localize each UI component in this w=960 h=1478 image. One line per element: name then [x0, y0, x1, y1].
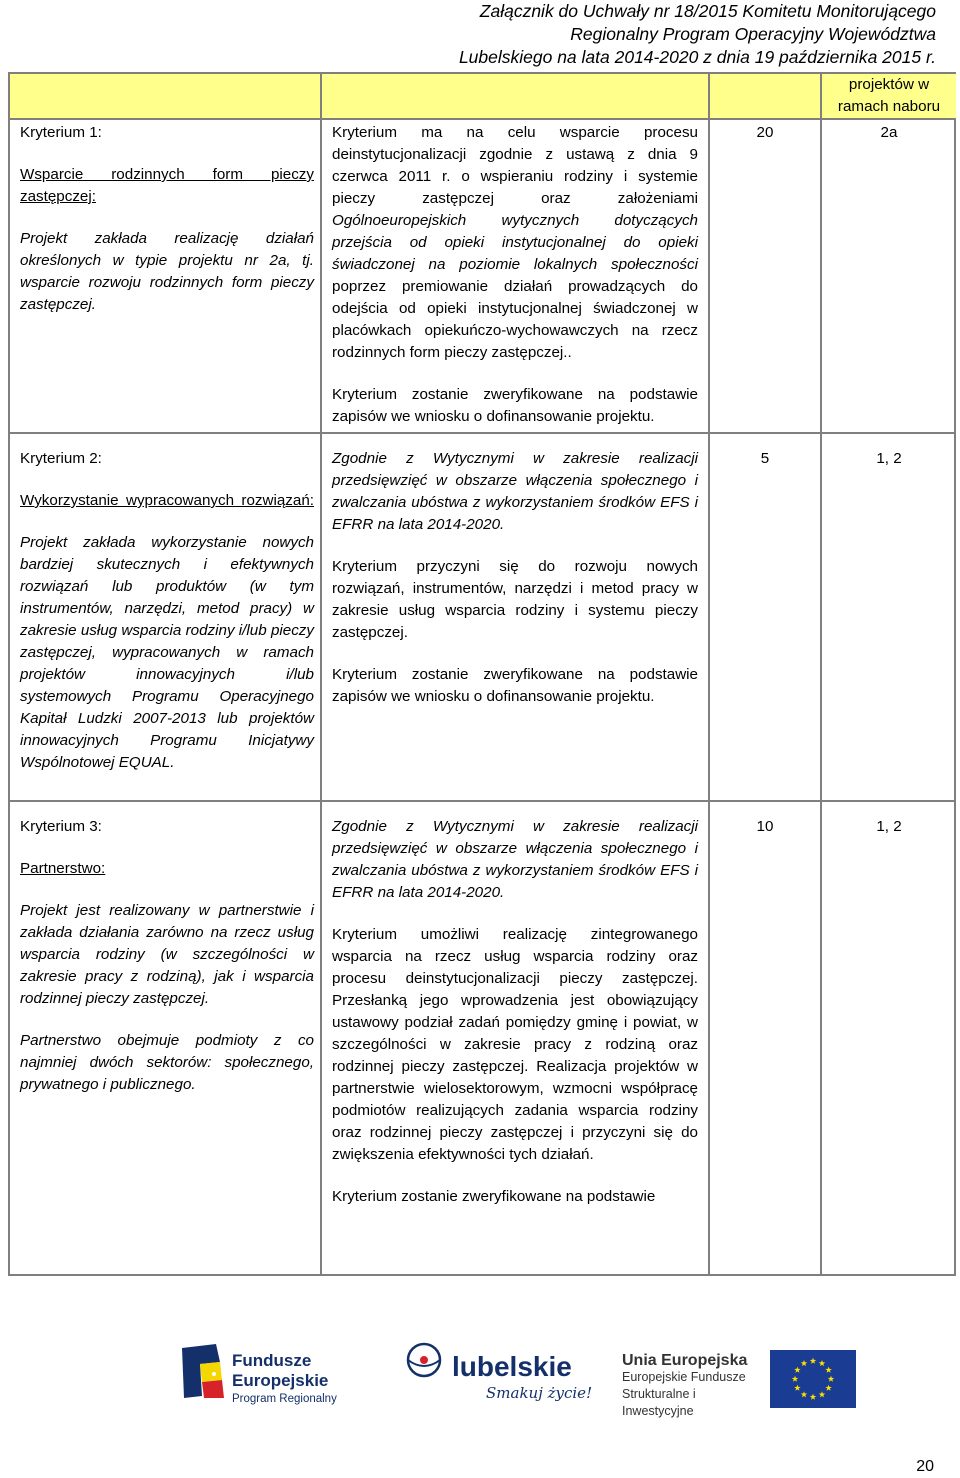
- row-divider: [8, 432, 956, 434]
- eu-logo-line-3: Strukturalne i Inwestycyjne: [622, 1387, 696, 1418]
- criterion-1-justification: [332, 122, 698, 428]
- header-line-2: Regionalny Program Operacyjny Województwa: [570, 24, 936, 44]
- criterion-1-points: 20: [756, 124, 774, 141]
- eu-logo-text: [622, 1352, 764, 1420]
- fe-logo-line-1: Fundusze: [232, 1351, 312, 1370]
- fundusze-europejskie-logo: [176, 1340, 346, 1416]
- column-divider: [820, 72, 822, 1276]
- criterion-3-justification: [332, 816, 698, 1208]
- criterion-3-verification: Kryterium zostanie zweryfikowane na podstawie: [332, 1188, 656, 1205]
- criterion-1-justification-text-c: poprzez premiowanie działań prowadzących do odejścia od opieki instytucjonalnej świadczonej w placówkach opiekuńczo-wychowawczych na rzecz rodzinnych form pieczy zastępczej..: [332, 278, 698, 361]
- criterion-3-title: Kryterium 3:: [20, 818, 102, 835]
- criterion-3-cell: [20, 816, 314, 1096]
- lubelskie-logo: [394, 1338, 593, 1416]
- header-cell-points: [710, 74, 820, 120]
- criterion-1-title: Kryterium 1:: [20, 124, 102, 141]
- criterion-1-justification-text-b: Ogólnoeuropejskich wytycznych dotyczących przejścia od opieki instytucjonalnej do opieki świadczonej na poziomie lokalnych społeczności: [332, 212, 698, 273]
- criterion-1-verification: Kryterium zostanie zweryfikowane na podstawie zapisów we wniosku o dofinansowanie projektu.: [332, 386, 698, 425]
- criterion-2-cell: [20, 448, 314, 774]
- criterion-2-impact: Kryterium przyczyni się do rozwoju nowych rozwiązań, instrumentów, narzędzi i metod pracy w zakresie usług wsparcia rodziny i systemu pieczy zastępczej.: [332, 558, 698, 641]
- criterion-3-subtitle: Partnerstwo:: [20, 860, 106, 877]
- document-header: [0, 0, 936, 69]
- row-divider: [8, 800, 956, 802]
- criterion-3-impact: Kryterium umożliwi realizację zintegrowanego wsparcia na rzecz usług wsparcia rodziny oraz procesu deinstytucjonalizacji pieczy zastępczej. Przesłanką jego wprowadzenia jest obowiązujący ustawowy podział zadań pomiędzy gminę i powiat, w szczególności w zakresie pracy z rodziną oraz rodzinnej pieczy zastępczej. Realizacja projektów w partnerstwie wielosektorowym, wzmocni współpracę podmiotów realizujących zadania wsparcia rodziny oraz rodzinnej pieczy zastępczej i przyczyni się do zwiększenia efektywności tych działań.: [332, 926, 698, 1163]
- criterion-2-title: Kryterium 2:: [20, 450, 102, 467]
- criterion-1-description: Projekt zakłada realizację działań określonych w typie projektu nr 2a, tj. wsparcie rozwoju rodzinnych form pieczy zastępczej.: [20, 230, 314, 313]
- criterion-1-justification-text-a: Kryterium ma na celu wsparcie procesu deinstytucjonalizacji zgodnie z ustawą z dnia 9 czerwca 2011 r. o wspieraniu rodziny i systemie pieczy zastępczej oraz założeniami: [332, 124, 698, 207]
- fe-logo-line-2: Europejskie: [232, 1371, 329, 1390]
- column-header-project-types: [822, 74, 956, 118]
- criterion-3-points: 10: [756, 818, 774, 835]
- header-line-3: Lubelskiego na lata 2014-2020 z dnia 19 października 2015 r.: [458, 47, 936, 67]
- criterion-2-project-types: 1, 2: [876, 450, 902, 467]
- row-divider: [8, 118, 956, 120]
- lubelskie-name: lubelskie: [452, 1351, 572, 1382]
- criterion-2-verification: Kryterium zostanie zweryfikowane na podstawie zapisów we wniosku o dofinansowanie projektu.: [332, 666, 698, 705]
- criterion-2-justification: [332, 448, 698, 708]
- criterion-1-subtitle: Wsparcie rodzinnych form pieczy zastępczej:: [20, 166, 314, 205]
- criterion-1-cell: [20, 122, 314, 316]
- funding-logos-bar: [0, 1338, 960, 1418]
- column-header-line-1: projektów w: [848, 76, 930, 93]
- criterion-2-description: Projekt zakłada wykorzystanie nowych bardziej skutecznych i efektywnych rozwiązań lub produktów (w tym instrumentów, narzędzi, metod pracy) w zakresie usług wsparcia rodziny i/lub pieczy zastępczej, wypracowanych w ramach projektów innowacyjnych i/lub systemowych Programu Operacyjnego Kapitał Ludzki 2007-2013 lub projektów innowacyjnych Programu Inicjatywy Wspólnotowej EQUAL.: [20, 534, 314, 771]
- column-divider: [708, 72, 710, 1276]
- header-line-1: Załącznik do Uchwały nr 18/2015 Komitetu Monitorującego: [479, 1, 936, 21]
- eu-logo-line-1: Unia Europejska: [622, 1352, 748, 1369]
- criterion-3-partnership: Partnerstwo obejmuje podmioty z co najmniej dwóch sektorów: społecznego, prywatnego i publicznego.: [20, 1032, 314, 1093]
- eu-flag-icon: [770, 1350, 856, 1408]
- header-cell-justification: [322, 74, 708, 120]
- fe-logo-line-3: Program Regionalny: [232, 1393, 337, 1405]
- criteria-table: [8, 72, 956, 1276]
- criterion-2-points: 5: [760, 450, 770, 467]
- criterion-3-description: Projekt jest realizowany w partnerstwie i zakłada działania zarówno na rzecz usług wsparcia rodziny (w szczególności w zakresie pracy z rodziną), jak i wsparcia rodzinnej pieczy zastępczej.: [20, 902, 314, 1007]
- criterion-3-guidelines: Zgodnie z Wytycznymi w zakresie realizacji przedsięwzięć w obszarze włączenia społecznego i zwalczania ubóstwa z wykorzystaniem środków EFS i EFRR na lata 2014-2020.: [332, 818, 698, 901]
- page-number: 20: [916, 1458, 934, 1475]
- lubelskie-slogan: Smakuj życie!: [486, 1384, 593, 1402]
- header-cell-criterion: [10, 74, 320, 120]
- criterion-2-guidelines: Zgodnie z Wytycznymi w zakresie realizacji przedsięwzięć w obszarze włączenia społecznego i zwalczania ubóstwa z wykorzystaniem środków EFS i EFRR na lata 2014-2020.: [332, 450, 698, 533]
- criterion-3-project-types: 1, 2: [876, 818, 902, 835]
- column-header-line-2: ramach naboru: [837, 98, 941, 115]
- criterion-1-project-types: 2a: [880, 124, 898, 141]
- column-divider: [320, 72, 322, 1276]
- eu-logo-line-2: Europejskie Fundusze: [622, 1370, 746, 1384]
- criterion-2-subtitle: Wykorzystanie wypracowanych rozwiązań:: [20, 492, 314, 509]
